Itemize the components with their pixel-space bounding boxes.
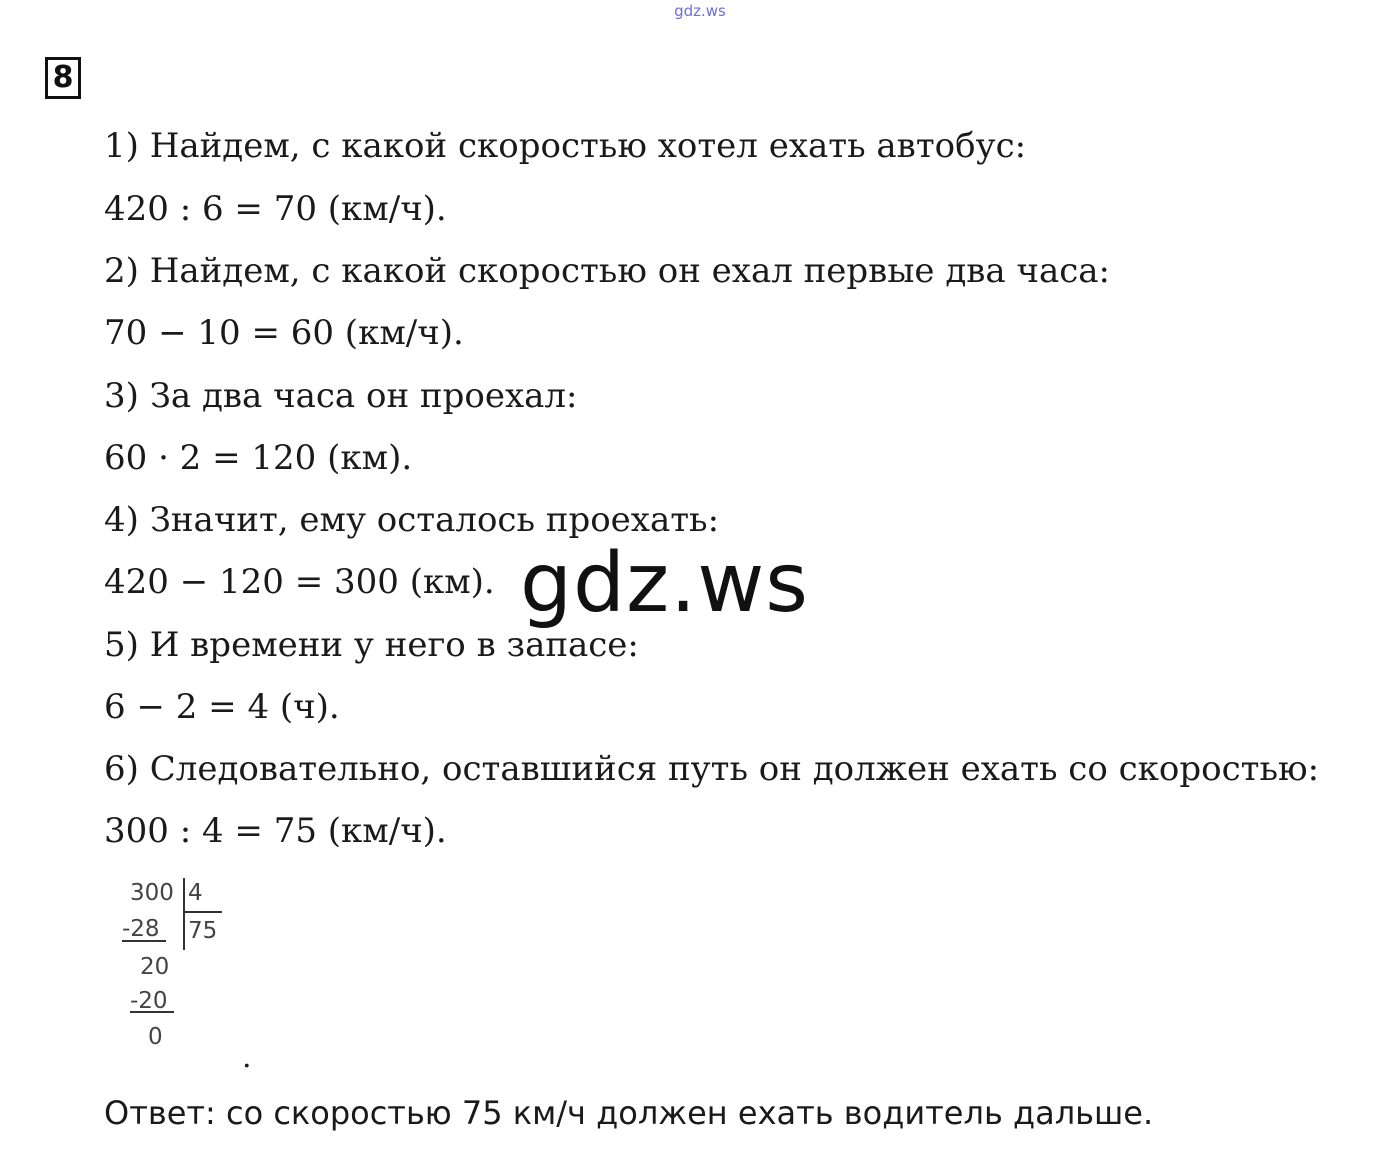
division-step-2: -20 (130, 988, 168, 1014)
long-division (118, 876, 238, 1056)
division-bracket (118, 876, 238, 1056)
division-remainder-2: 0 (148, 1024, 163, 1050)
answer-line: Ответ: со скоростью 75 км/ч должен ехать водитель дальше. (104, 1094, 1154, 1132)
division-dividend: 300 (130, 880, 174, 906)
header-site-link[interactable]: gdz.ws (674, 2, 726, 20)
trailing-dot: . (242, 1040, 252, 1075)
solution-calc-1: 420 : 6 = 70 (км/ч). (104, 189, 447, 229)
solution-step-2: 2) Найдем, с какой скоростью он ехал первые два часа: (104, 251, 1110, 291)
solution-step-5: 5) И времени у него в запасе: (104, 625, 639, 665)
solution-calc-3: 60 · 2 = 120 (км). (104, 438, 413, 478)
watermark-text: gdz.ws (520, 536, 809, 631)
division-remainder-1: 20 (140, 954, 170, 980)
solution-calc-5: 6 − 2 = 4 (ч). (104, 687, 340, 727)
solution-step-1: 1) Найдем, с какой скоростью хотел ехать автобус: (104, 126, 1027, 166)
solution-calc-2: 70 − 10 = 60 (км/ч). (104, 313, 464, 353)
solution-calc-4: 420 − 120 = 300 (км). (104, 562, 495, 602)
solution-step-6: 6) Следовательно, оставшийся путь он должен ехать со скоростью: (104, 749, 1320, 789)
solution-step-3: 3) За два часа он проехал: (104, 376, 578, 416)
division-step-1: -28 (122, 916, 160, 942)
solution-step-4: 4) Значит, ему осталось проехать: (104, 500, 720, 540)
division-quotient: 75 (188, 918, 218, 944)
solution-calc-6: 300 : 4 = 75 (км/ч). (104, 811, 447, 851)
division-divisor: 4 (188, 880, 203, 906)
task-number-box: 8 (45, 57, 81, 99)
